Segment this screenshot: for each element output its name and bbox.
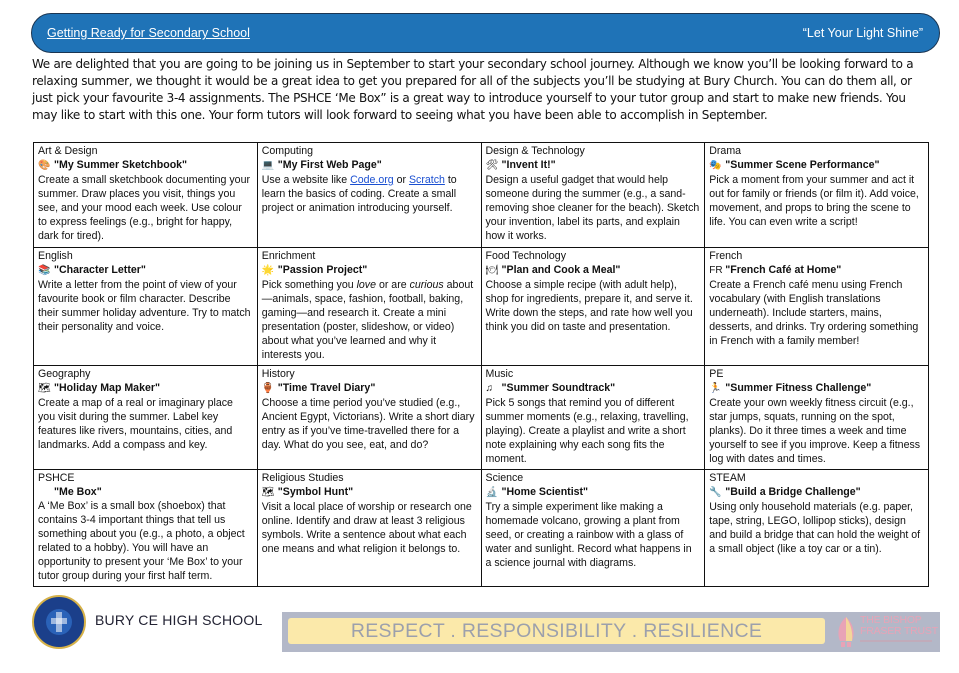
assignment-title xyxy=(38,263,253,278)
assignment-description: Pick a moment from your summer and act it out for family or friends (or film it). Add voice, movement, and props to bring the scene to life. You can even write a script! xyxy=(709,174,919,228)
assignment-title-text: "My Summer Sketchbook" xyxy=(54,159,188,171)
assignment-title-text: "Passion Project" xyxy=(277,264,368,276)
description-text: about—animals, space, fashion, football, baking, gaming—and research it. Create a mini presentation (poster, slideshow, or video) about what you’ve learned and why it interests you. xyxy=(261,279,474,361)
assignment-cell xyxy=(705,470,929,587)
subject-label: English xyxy=(38,250,73,262)
header-banner xyxy=(31,13,940,53)
subject-label: History xyxy=(261,368,295,380)
trust-tagline xyxy=(860,640,932,642)
subject-label: Art & Design xyxy=(38,145,98,157)
assignment-title-text: "My First Web Page" xyxy=(277,159,382,171)
assignment-cell xyxy=(481,248,705,366)
school-crest-logo xyxy=(32,595,86,649)
runner-icon: 🏃 xyxy=(709,383,722,394)
theatre-masks-icon: 🎭 xyxy=(709,160,722,171)
sparkle-icon: 🌟 xyxy=(261,265,275,276)
assignment-title-text: "Time Travel Diary" xyxy=(277,382,376,394)
assignment-title-text: "Summer Scene Performance" xyxy=(725,159,880,171)
assignment-title xyxy=(38,381,253,396)
assignment-cell xyxy=(257,248,481,366)
assignment-title xyxy=(709,381,924,396)
microscope-icon: 🔬 xyxy=(485,487,498,498)
wrench-icon: 🔧 xyxy=(709,487,722,498)
assignment-title xyxy=(262,485,477,500)
trust-name-line2: FRASER TRUST xyxy=(860,625,938,637)
assignment-description: Create your own weekly fitness circuit (e.g., star jumps, squats, running on the spot, planks). Do it three times a week and time yourself to see if you improve. Keep a fitness log with dates and times. xyxy=(709,397,921,465)
assignment-title xyxy=(486,381,701,396)
map-icon: 🗺 xyxy=(38,383,51,394)
subject-label: PE xyxy=(709,368,724,380)
assignment-description xyxy=(262,173,477,215)
assignment-title xyxy=(709,485,924,500)
code-org-link[interactable]: Code.org xyxy=(350,174,394,186)
laptop-icon: 💻 xyxy=(261,160,275,171)
assignment-description: Create a small sketchbook documenting your summer. Draw places you visit, things you see, and your mood each week. Use colour to express feelings (e.g., bright for happy, dark for tired). xyxy=(38,174,250,242)
page-title[interactable]: Getting Ready for Secondary School xyxy=(47,26,250,40)
assignment-description: Pick 5 songs that remind you of different summer moments (e.g., relaxing, travelling, playing). Create a playlist and write a short note explaining why each song fits the moment. xyxy=(485,397,689,465)
assignment-description: Create a French café menu using French vocabulary (with English translations underneath). Include starters, mains, desserts, and drinks. Try ordering something in French with a family member! xyxy=(709,279,919,347)
assignment-title-text: "Home Scientist" xyxy=(501,486,589,498)
subject-label: Computing xyxy=(261,145,313,157)
trust-name xyxy=(860,615,938,637)
assignment-cell xyxy=(257,366,481,470)
assignment-description: A ‘Me Box’ is a small box (shoebox) that contains 3-4 important things that tell us something about you (e.g., a photo, a object related to a hobby). You will have an opportunity to present your ‘Me Box’ to your tutor group during your first half term. xyxy=(38,500,245,582)
assignment-description: Design a useful gadget that would help someone during the summer (e.g., a sand-removing shoe cleaner for the beach). Sketch your invention, label its parts, and explain how it works. xyxy=(485,174,700,242)
assignment-title-text: "Symbol Hunt" xyxy=(277,486,354,498)
description-text: or xyxy=(393,174,409,186)
emphasis-text: curious xyxy=(409,279,444,291)
subject-label: Music xyxy=(485,368,514,380)
table-row xyxy=(34,470,929,587)
description-text: Pick something you xyxy=(261,279,357,291)
assignment-title-text: "Summer Fitness Challenge" xyxy=(725,382,872,394)
assignment-title xyxy=(486,263,701,278)
table-row xyxy=(34,248,929,366)
assignment-description xyxy=(262,278,477,362)
assignment-cell xyxy=(481,470,705,587)
assignment-cell xyxy=(257,470,481,587)
assignment-description: Write a letter from the point of view of your favourite book or film character. Describe their summer holiday adventure. Try to match their personality and voice. xyxy=(38,279,251,333)
table-row xyxy=(34,143,929,248)
subject-label: Religious Studies xyxy=(261,472,344,484)
assignment-title xyxy=(262,381,477,396)
assignment-cell xyxy=(705,248,929,366)
assignment-title xyxy=(38,485,253,499)
amphora-icon: 🏺 xyxy=(261,383,275,394)
tools-icon: 🛠 xyxy=(485,160,499,171)
assignment-description: Create a map of a real or imaginary place you visit during the summer. Label key features like rivers, mountains, cities, and landmarks. Add a compass and key. xyxy=(38,397,233,451)
assignment-title xyxy=(262,263,477,278)
assignment-description: Try a simple experiment like making a homemade volcano, growing a plant from seed, or creating a rainbow with a glass of water and sunlight. Record what happens in a science journal with diagrams. xyxy=(485,501,692,569)
music-note-icon: ♫ xyxy=(485,383,493,394)
assignment-cell xyxy=(34,470,258,587)
assignment-cell xyxy=(34,366,258,470)
subject-label: STEAM xyxy=(709,472,746,484)
emphasis-text: love xyxy=(356,279,376,291)
assignment-cell xyxy=(705,366,929,470)
assignment-description: Choose a simple recipe (with adult help), shop for ingredients, prepare it, and serve it. Write down the steps, and rate how well you think you did on taste and presentation. xyxy=(485,279,693,333)
assignment-title-text: "Me Box" xyxy=(54,486,102,498)
assignment-cell xyxy=(481,143,705,248)
assignment-title-text: "Summer Soundtrack" xyxy=(501,382,616,394)
assignment-description: Visit a local place of worship or research one online. Identify and draw at least 3 religious symbols. Write a sentence about what each one means and what religion it belongs to. xyxy=(261,501,472,555)
subject-label: Drama xyxy=(709,145,742,157)
assignment-title-text: "Invent It!" xyxy=(501,159,556,171)
subject-label: French xyxy=(709,250,743,262)
subject-label: PSHCE xyxy=(38,472,75,484)
subject-label: Geography xyxy=(38,368,91,380)
subject-label: Design & Technology xyxy=(485,145,585,157)
assignment-cell xyxy=(34,248,258,366)
assignment-description: Using only household materials (e.g. paper, tape, string, LEGO, lollipop sticks), design and build a bridge that can hold the weight of a small object (like a toy car or a tin). xyxy=(709,501,921,555)
subject-label: Enrichment xyxy=(261,250,316,262)
assignment-cell xyxy=(705,143,929,248)
assignments-table xyxy=(33,142,929,587)
subject-label: Food Technology xyxy=(485,250,566,262)
world-map-icon: 🗺 xyxy=(261,487,275,498)
palette-icon: 🎨 xyxy=(38,160,51,171)
school-name: BURY CE HIGH SCHOOL xyxy=(95,612,263,628)
scratch-link[interactable]: Scratch xyxy=(408,174,445,186)
assignment-title-text: "Build a Bridge Challenge" xyxy=(725,486,861,498)
school-motto: “Let Your Light Shine” xyxy=(802,26,923,40)
table-row xyxy=(34,366,929,470)
assignment-description: Choose a time period you’ve studied (e.g., Ancient Egypt, Victorians). Write a short diary entry as if you’ve time-travelled there for a day. What do you see, eat, and do? xyxy=(261,397,475,451)
assignment-cell xyxy=(257,143,481,248)
description-text: Use a website like xyxy=(261,174,351,186)
values-banner xyxy=(282,612,940,652)
assignment-title-text: "French Café at Home" xyxy=(725,264,842,276)
assignment-title xyxy=(262,158,477,173)
intro-paragraph: We are delighted that you are going to be joining us in September to start your secondary school journey. Although we know you’ll be looking forward to a relaxing summer, we thought it would be a great idea to get you prepared for all of the subjects you’ll be studying at Bury Church. You can do them all, or just pick your favourite 3-4 assignments. The PSHCE ‘Me Box” is a great way to introduce yourself to your tutor group and start to make new friends. You may like to start with this one. Your form tutors will look forward to seeing what you have been able to accomplish in September. xyxy=(32,57,914,122)
assignment-title-text: "Character Letter" xyxy=(54,264,146,276)
mitre-icon xyxy=(835,616,857,648)
assignment-cell xyxy=(34,143,258,248)
school-values: RESPECT . RESPONSIBILITY . RESILIENCE xyxy=(288,618,825,644)
assignment-title-text: "Holiday Map Maker" xyxy=(54,382,161,394)
description-text: or are xyxy=(376,279,410,291)
assignment-title xyxy=(709,158,924,173)
french-flag-icon: FR xyxy=(709,265,723,276)
assignment-title xyxy=(38,158,253,173)
assignment-title-text: "Plan and Cook a Meal" xyxy=(501,264,621,276)
assignment-title xyxy=(709,263,924,278)
plate-icon: 🍽 xyxy=(485,265,499,276)
description-text: to learn the basics of coding. Create a small project or animation introducing yourself. xyxy=(261,174,457,214)
assignment-cell xyxy=(481,366,705,470)
trust-name-line1: THE BISHOP xyxy=(860,614,922,626)
subject-label: Science xyxy=(485,472,524,484)
books-icon: 📚 xyxy=(38,265,51,276)
assignment-title xyxy=(486,485,701,500)
assignment-title xyxy=(486,158,701,173)
